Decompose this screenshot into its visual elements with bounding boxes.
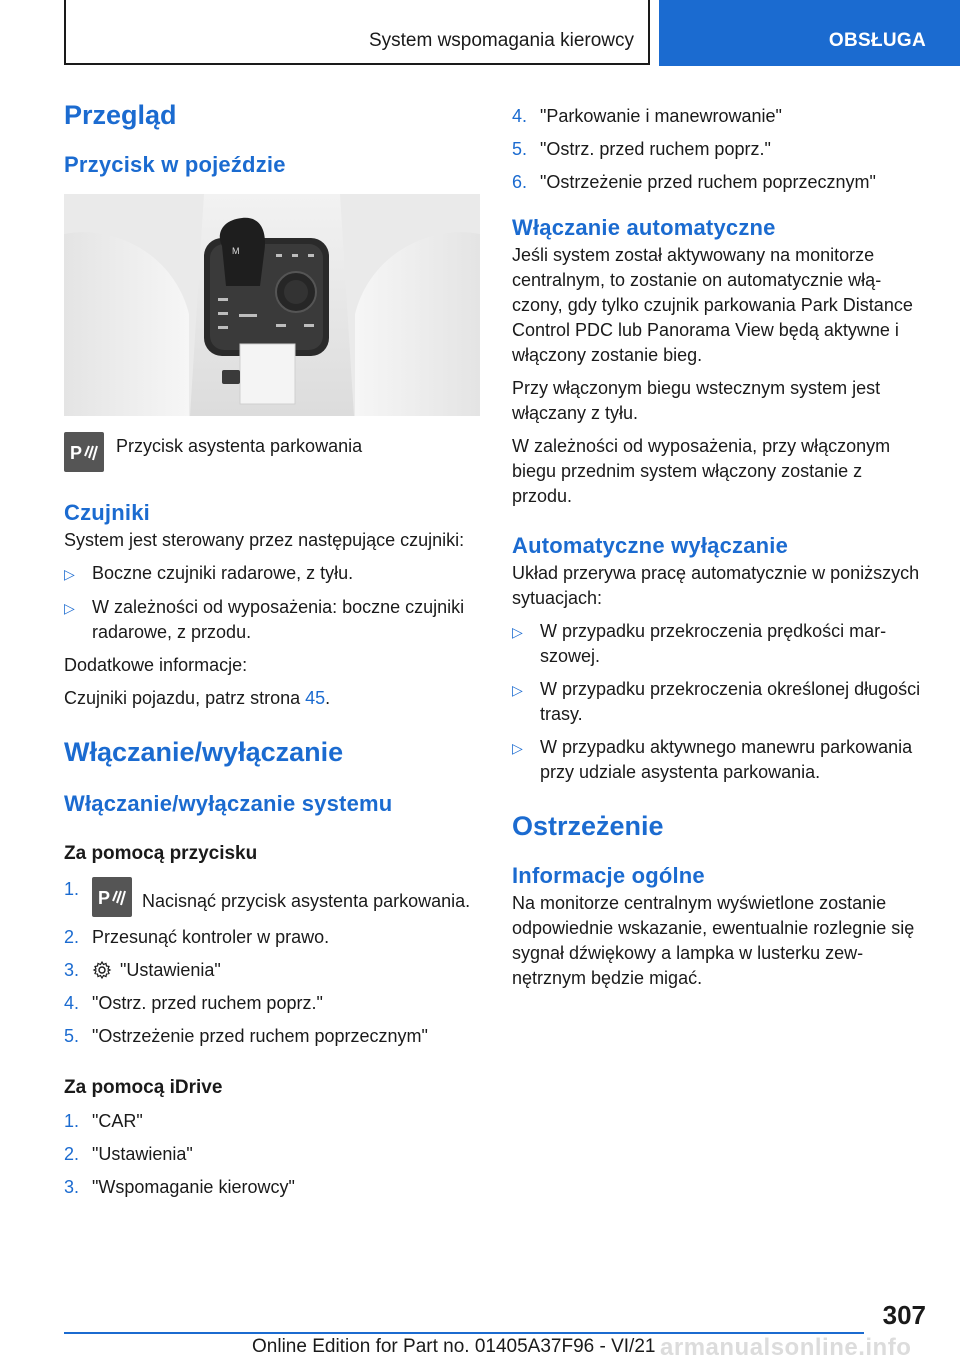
page-link[interactable]: 45: [305, 688, 326, 708]
heading-auto-off: Automatyczne wyłączanie: [512, 533, 789, 558]
parking-assistant-icon: [92, 877, 132, 917]
list-item: 3. "Wspomaganie kierowcy": [64, 1177, 295, 1197]
header-rule-right: [648, 0, 650, 64]
heading-warning: Ostrzeżenie: [512, 811, 664, 841]
continued-steps-list: [512, 104, 922, 195]
heading-by-idrive: Za pomocą iDrive: [64, 1077, 223, 1098]
bullet-triangle-icon: ▷: [64, 566, 75, 582]
heading-overview: Przegląd: [64, 100, 177, 130]
header-rule-left: [64, 0, 66, 64]
gear-selector-figure: [64, 194, 480, 416]
list-item: ▷ W przypadku przekroczenia określonej długości trasy.: [512, 677, 922, 727]
bullet-triangle-icon: ▷: [512, 740, 523, 756]
general-info-paragraph: Na monitorze centralnym wyświetlone zostanie odpowiednie wskazanie, ewentualnie rozlegnie się sygnał dźwiękowy a lampka w lusterku zewnętrznym będzie migać.: [512, 893, 915, 988]
gear-icon: [92, 960, 112, 980]
chapter-tab[interactable]: [659, 0, 960, 66]
button-steps-list: [64, 877, 482, 1049]
heading-auto-on: Włączanie automatyczne: [512, 215, 776, 240]
list-item: ▷ W zależności od wyposażenia: boczne czujniki radarowe, z przodu.: [64, 595, 482, 645]
list-item: 5. "Ostrzeżenie przed ruchem poprzecznym": [64, 1026, 428, 1046]
svg-text:P: P: [70, 443, 83, 463]
list-item: 2. Przesunąć kontroler w prawo.: [64, 927, 330, 947]
list-item: 6. "Ostrzeżenie przed ruchem poprzecznym": [512, 172, 876, 192]
bullet-triangle-icon: ▷: [512, 624, 523, 640]
auto-off-intro: Układ przerywa pracę automatycznie w poniższych sytuacjach:: [512, 563, 920, 608]
auto-off-list: [512, 619, 922, 785]
left-column: [64, 98, 482, 1208]
bullet-triangle-icon: ▷: [512, 682, 523, 698]
page-header: [0, 0, 960, 66]
chapter-tab-label: OBSŁUGA: [828, 30, 926, 51]
list-item: ▷ W przypadku przekroczenia prędkości marszowej.: [512, 619, 922, 669]
list-item: ▷ W przypadku aktywnego manewru parkowania przy udziale asystenta parkowania.: [512, 735, 922, 785]
page-footer: [0, 1290, 960, 1362]
list-item: 1. "CAR": [64, 1111, 143, 1131]
heading-sensors: Czujniki: [64, 500, 150, 525]
list-item: 4. "Ostrz. przed ruchem poprz.": [64, 993, 323, 1013]
more-info-label: Dodatkowe informacje:: [64, 655, 248, 675]
list-item: 1. P Nacisnąć przycisk asystenta parkowania.: [64, 877, 482, 917]
watermark: armanualsonline.info: [660, 1334, 912, 1361]
bullet-triangle-icon: ▷: [64, 600, 75, 616]
svg-text:P: P: [98, 888, 111, 908]
heading-on-off-system: Włączanie/wyłączanie systemu: [64, 791, 393, 816]
sensors-reference: Czujniki pojazdu, patrz strona 45.: [64, 688, 331, 708]
list-item: 2. "Ustawienia": [64, 1144, 193, 1164]
parking-assistant-icon: [64, 432, 104, 472]
list-item: 4. "Parkowanie i manewrowanie": [512, 106, 782, 126]
header-rule-bottom: [64, 63, 650, 65]
section-title: System wspomagania kierowcy: [368, 30, 634, 51]
center-console-illustration: [64, 194, 480, 416]
heading-general-info: Informacje ogólne: [512, 863, 705, 888]
list-item: 5. "Ostrz. przed ruchem poprz.": [512, 139, 771, 159]
list-item: 3. "Ustawienia": [64, 960, 221, 980]
heading-button-in-vehicle: Przycisk w pojeździe: [64, 152, 286, 177]
auto-on-paragraph-3: W zależności od wyposażenia, przy włączonym biegu przednim system włączony zostanie z przodu.: [512, 436, 891, 506]
shifter-logo: M: [232, 246, 240, 256]
auto-on-paragraph-2: Przy włączonym biegu wstecznym system jest włączany z tyłu.: [512, 378, 881, 423]
right-column: [512, 98, 922, 999]
figure-caption-row: [64, 432, 482, 472]
list-item: ▷ Boczne czujniki radarowe, z tyłu.: [64, 561, 482, 587]
auto-on-paragraph-1: Jeśli system został aktywowany na monitorze centralnym, to zostanie on automatycznie włączony, gdy tylko czujnik parkowania Park Distance Control PDC lub Panorama View będą aktywne i włączony zostanie bieg.: [512, 245, 913, 365]
figure-caption: Przycisk asystenta parkowania: [116, 436, 363, 456]
edition-text: Online Edition for Part no. 01405A37F96 - VI/21: [252, 1336, 656, 1357]
sensors-intro: System jest sterowany przez następujące czujniki:: [64, 530, 465, 550]
page-number: 307: [882, 1300, 926, 1330]
heading-on-off: Włączanie/wyłączanie: [64, 737, 344, 767]
heading-by-button: Za pomocą przycisku: [64, 843, 258, 864]
sensors-list: [64, 561, 482, 645]
idrive-steps-list: [64, 1109, 482, 1200]
